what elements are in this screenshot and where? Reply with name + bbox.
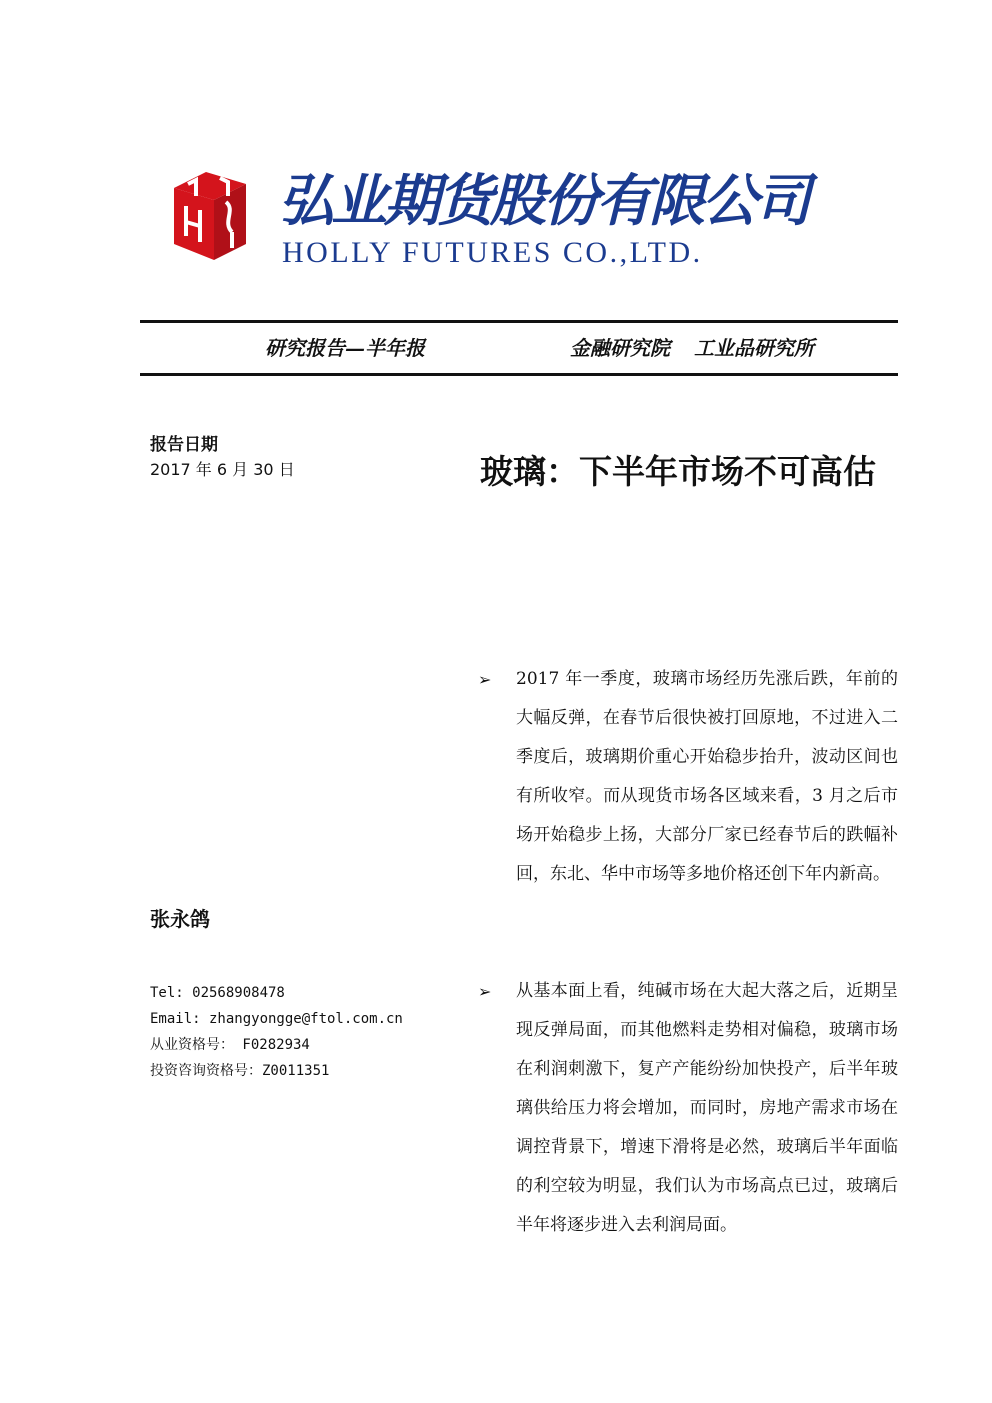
arrow-bullet-icon: ➢ — [478, 670, 492, 689]
arrow-bullet-icon: ➢ — [478, 982, 492, 1001]
department-name: 金融研究院 — [570, 336, 670, 360]
summary-point — [478, 660, 898, 894]
report-type: 研究报告—半年报 — [265, 336, 425, 360]
summary-text: 从基本面上看，纯碱市场在大起大落之后，近期呈现反弹局面，而其他燃料走势相对偏稳，玻璃市场在利润刺激下，复产产能纷纷加快投产，后半年玻璃供给压力将会增加，而同时，房地产需求市场在调控背景下，增速下滑将是必然，玻璃后半年面临的利空较为明显，我们认为市场高点已过，玻璃后半年将逐步进入去利润局面。 — [516, 981, 898, 1235]
author-advisory-license: 投资咨询资格号：Z0011351 — [150, 1063, 330, 1079]
summary-text: 2017 年一季度，玻璃市场经历先涨后跌，年前的大幅反弹，在春节后很快被打回原地，不过进入二季度后，玻璃期价重心开始稳步抬升，波动区间也有所收窄。而从现货市场各区域来看，3 月之后市场开始稳步上扬，大部分厂家已经春节后的跌幅补回，东北、华中市场等多地价格还创下年内新高。 — [516, 669, 898, 884]
report-date-label: 报告日期 — [150, 435, 218, 455]
summary-point — [478, 972, 898, 1245]
company-name-en: HOLLY FUTURES CO.,LTD. — [282, 236, 703, 269]
author-contact — [150, 980, 403, 1084]
author-license: 从业资格号： F0282934 — [150, 1037, 310, 1053]
company-name-cn: 弘业期货股份有限公司 — [278, 168, 808, 234]
division-name: 工业品研究所 — [694, 336, 814, 360]
header-bottom-rule — [140, 373, 898, 376]
report-title: 玻璃：下半年市场不可高估 — [480, 452, 876, 491]
author-name: 张永鸽 — [150, 907, 210, 931]
header-top-rule — [140, 320, 898, 323]
department-line — [570, 332, 838, 364]
author-tel: Tel: 02568908478 — [150, 985, 285, 1001]
author-email: Email: zhangyongge@ftol.com.cn — [150, 1011, 403, 1027]
report-date-value: 2017 年 6 月 30 日 — [150, 460, 295, 479]
company-logo — [166, 166, 250, 262]
